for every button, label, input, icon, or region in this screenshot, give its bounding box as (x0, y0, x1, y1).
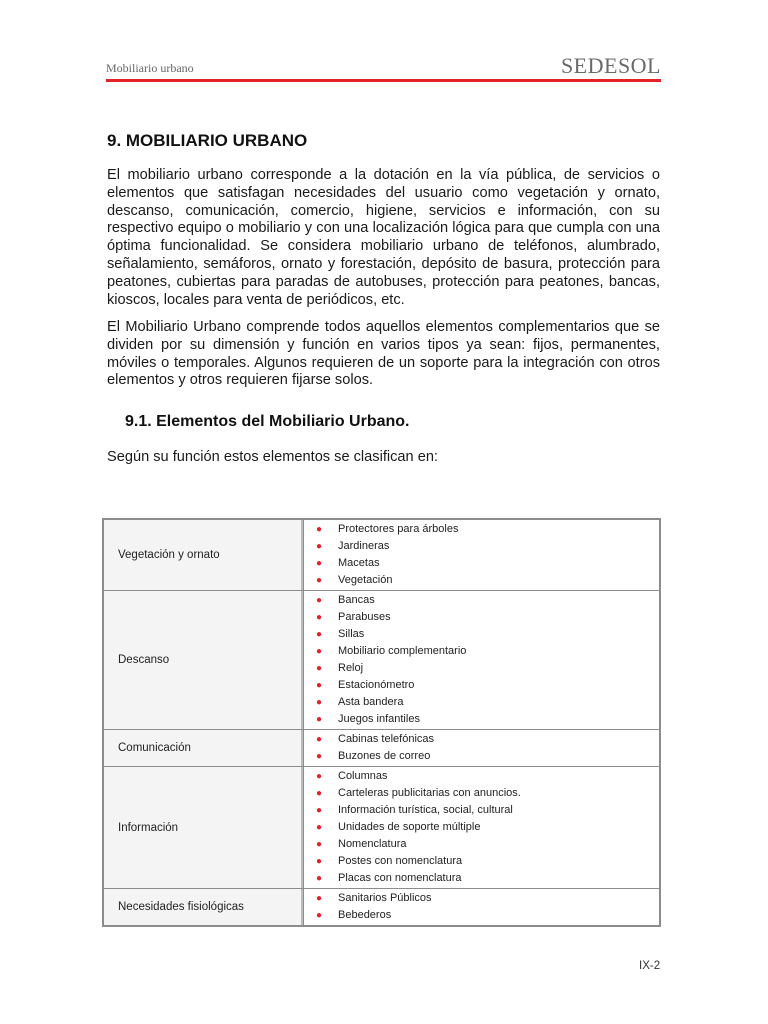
bullet-icon: ● (316, 788, 323, 799)
bullet-icon: ● (316, 575, 323, 586)
list-item (304, 890, 659, 907)
item-label: Nomenclatura (338, 838, 407, 850)
table-row (103, 889, 660, 927)
header-document-title: Mobiliario urbano (106, 61, 194, 75)
list-item (304, 521, 659, 538)
table-row (103, 767, 660, 889)
list-item (304, 626, 659, 643)
bullet-icon: ● (316, 524, 323, 535)
item-label: Juegos infantiles (338, 713, 420, 725)
item-label: Asta bandera (338, 696, 404, 708)
category-cell (103, 767, 304, 889)
page-number: IX-2 (639, 960, 661, 972)
list-item (304, 643, 659, 660)
item-label: Sanitarios Públicos (338, 892, 432, 904)
bullet-icon: ● (316, 873, 323, 884)
table-row (103, 730, 660, 767)
item-label: Macetas (338, 557, 380, 569)
item-label: Estacionómetro (338, 679, 415, 691)
list-item (304, 819, 659, 836)
bullet-icon: ● (316, 646, 323, 657)
table-row (103, 519, 660, 591)
classification-table (102, 518, 661, 927)
item-label: Buzones de correo (338, 750, 431, 762)
item-label: Unidades de soporte múltiple (338, 821, 481, 833)
section-title: 9. MOBILIARIO URBANO (107, 131, 308, 150)
items-cell (304, 591, 661, 730)
item-label: Bebederos (338, 909, 392, 921)
subsection-title: 9.1. Elementos del Mobiliario Urbano. (125, 413, 410, 430)
list-item (304, 907, 659, 924)
list-item (304, 748, 659, 765)
item-list (304, 731, 659, 765)
list-item (304, 660, 659, 677)
bullet-icon: ● (316, 663, 323, 674)
category-label: Comunicación (118, 742, 191, 754)
bullet-icon: ● (316, 751, 323, 762)
bullet-icon: ● (316, 856, 323, 867)
list-item (304, 555, 659, 572)
list-item (304, 711, 659, 728)
page-header (106, 53, 661, 82)
bullet-icon: ● (316, 910, 323, 921)
items-cell (304, 889, 661, 927)
list-item (304, 538, 659, 555)
bullet-icon: ● (316, 822, 323, 833)
table-row (103, 591, 660, 730)
list-item (304, 768, 659, 785)
item-label: Columnas (338, 770, 388, 782)
category-cell (103, 591, 304, 730)
category-cell (103, 889, 304, 927)
bullet-icon: ● (316, 541, 323, 552)
list-item (304, 870, 659, 887)
list-item (304, 592, 659, 609)
category-cell (103, 519, 304, 591)
item-list (304, 768, 659, 887)
subsection-intro: Según su función estos elementos se clasifican en: (107, 449, 438, 465)
bullet-icon: ● (316, 612, 323, 623)
category-label: Descanso (118, 654, 170, 666)
bullet-icon: ● (316, 734, 323, 745)
items-cell (304, 730, 661, 767)
category-cell (103, 730, 304, 767)
item-label: Carteleras publicitarias con anuncios. (338, 787, 521, 799)
list-item (304, 677, 659, 694)
header-organization: SEDESOL (560, 53, 661, 78)
paragraph-definition: El mobiliario urbano corresponde a la dotación en la vía pública, de servicios o elementos que satisfagan necesidades del usuario como vegetación y ornato, descanso, comunicación, comercio, higiene, servicios e información, con su respectivo equipo o mobiliario y con una localización lógica para que cumpla con una óptima funcionalidad. Se considera mobiliario urbano de teléfonos, alumbrado, señalamiento, semáforos, ornato y forestación, depósito de basura, protección para peatones, cubiertas para paradas de autobuses, protección para peatones, bancas, kioscos, locales para venta de periódicos, etc. (107, 167, 660, 308)
list-item (304, 836, 659, 853)
items-cell (304, 519, 661, 591)
bullet-icon: ● (316, 629, 323, 640)
item-label: Postes con nomenclatura (338, 855, 463, 867)
items-cell (304, 767, 661, 889)
list-item (304, 802, 659, 819)
item-list (304, 521, 659, 589)
bullet-icon: ● (316, 697, 323, 708)
item-list (304, 592, 659, 728)
item-label: Bancas (338, 594, 375, 606)
item-label: Mobiliario complementario (338, 645, 467, 657)
bullet-icon: ● (316, 595, 323, 606)
item-label: Información turística, social, cultural (338, 804, 513, 816)
bullet-icon: ● (316, 771, 323, 782)
paragraph-types: El Mobiliario Urbano comprende todos aquellos elementos complementarios que se dividen por su dimensión y función en varios tipos ya sean: fijos, permanentes, móviles o temporales. Algunos requieren de un soporte para la integración con otros elementos y otros requieren fijarse solos. (107, 319, 660, 389)
bullet-icon: ● (316, 558, 323, 569)
item-label: Sillas (338, 628, 365, 640)
item-label: Protectores para árboles (338, 523, 459, 535)
list-item (304, 694, 659, 711)
item-label: Parabuses (338, 611, 391, 623)
header-rule (106, 79, 661, 82)
category-label: Vegetación y ornato (118, 549, 220, 561)
item-label: Jardineras (338, 540, 390, 552)
classification-table-body (103, 519, 660, 926)
item-list (304, 890, 659, 924)
item-label: Reloj (338, 662, 364, 674)
category-label: Necesidades fisiológicas (118, 901, 244, 913)
list-item (304, 572, 659, 589)
list-item (304, 731, 659, 748)
bullet-icon: ● (316, 805, 323, 816)
category-label: Información (118, 821, 179, 834)
bullet-icon: ● (316, 893, 323, 904)
list-item (304, 609, 659, 626)
item-label: Cabinas telefónicas (338, 733, 435, 745)
bullet-icon: ● (316, 680, 323, 691)
bullet-icon: ● (316, 714, 323, 725)
list-item (304, 853, 659, 870)
item-label: Vegetación (338, 574, 393, 586)
list-item (304, 785, 659, 802)
item-label: Placas con nomenclatura (338, 872, 462, 884)
bullet-icon: ● (316, 839, 323, 850)
